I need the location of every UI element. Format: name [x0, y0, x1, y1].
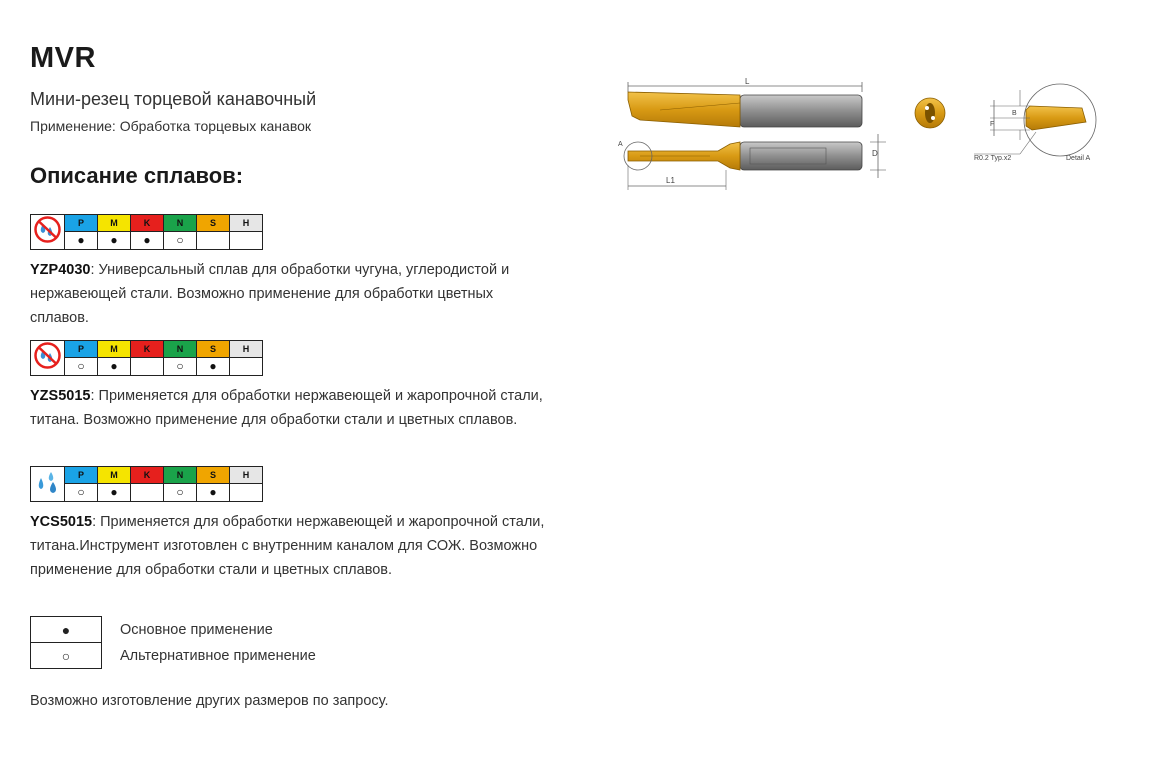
iso-header-s: S	[197, 215, 230, 232]
iso-mark-p: ○	[65, 357, 98, 375]
legend-label-alternative: Альтернативное применение	[120, 647, 316, 664]
iso-header-p: P	[65, 467, 98, 484]
alloys-section-title: Описание сплавов:	[30, 163, 244, 188]
legend-symbol-filled: ●	[31, 617, 102, 643]
alloy-name: YCS5015	[30, 514, 93, 530]
tool-front-view	[618, 134, 886, 190]
alloy-text: : Применяется для обработки нержавеющей и жаропрочной стали, титана. Возможно применение для обработки стали и цветных сплавов.	[30, 388, 543, 428]
alloy-name: YZP4030	[30, 262, 91, 278]
coolant-drops-icon	[31, 467, 65, 502]
iso-mark-n: ○	[164, 231, 197, 249]
legend-label-primary: Основное применение	[120, 621, 273, 638]
iso-header-n: N	[164, 215, 197, 232]
iso-mark-p: ●	[65, 231, 98, 249]
iso-header-k: K	[131, 467, 164, 484]
iso-mark-k	[131, 357, 164, 375]
dry-no-coolant-icon	[31, 341, 65, 376]
detail-a-label: Detail A	[1066, 155, 1091, 162]
dimension-label-d: D	[872, 149, 878, 158]
iso-table-ycs5015	[30, 466, 263, 502]
iso-header-m: M	[98, 341, 131, 358]
alloy-description-yzp4030	[30, 258, 550, 330]
dimension-label-b: B	[1012, 110, 1017, 117]
iso-header-n: N	[164, 341, 197, 358]
tool-drawing	[600, 70, 1120, 200]
iso-mark-n: ○	[164, 357, 197, 375]
iso-header-s: S	[197, 341, 230, 358]
iso-mark-m: ●	[98, 231, 131, 249]
tool-side-view	[628, 77, 862, 127]
application-text: Применение: Обработка торцевых канавок	[30, 118, 312, 134]
alloy-description-ycs5015	[30, 510, 550, 582]
page-subtitle: Мини-резец торцевой канавочный	[30, 89, 317, 109]
iso-header-p: P	[65, 341, 98, 358]
alloy-name: YZS5015	[30, 388, 91, 404]
iso-header-k: K	[131, 341, 164, 358]
iso-mark-n: ○	[164, 483, 197, 501]
legend-row-alternative	[31, 643, 317, 669]
iso-mark-m: ●	[98, 357, 131, 375]
iso-table-yzp4030	[30, 214, 263, 250]
iso-header-n: N	[164, 467, 197, 484]
iso-header-m: M	[98, 215, 131, 232]
detail-callout-a: A	[618, 141, 623, 148]
iso-mark-k	[131, 483, 164, 501]
dimension-label-l: L	[745, 77, 750, 86]
iso-header-m: M	[98, 467, 131, 484]
dry-no-coolant-icon	[31, 215, 65, 250]
iso-header-k: K	[131, 215, 164, 232]
iso-mark-s: ●	[197, 357, 230, 375]
iso-mark-s: ●	[197, 483, 230, 501]
iso-mark-h	[230, 357, 263, 375]
iso-mark-m: ●	[98, 483, 131, 501]
alloy-text: : Универсальный сплав для обработки чугуна, углеродистой и нержавеющей стали. Возможно применение для обработки цветных сплавов.	[30, 262, 510, 326]
page-title: MVR	[30, 42, 96, 74]
iso-mark-s	[197, 231, 230, 249]
legend-row-primary	[31, 617, 317, 643]
dimension-label-l1: L1	[666, 176, 675, 185]
radius-label: R0.2 Typ.x2	[974, 155, 1012, 162]
tool-end-view	[915, 98, 945, 128]
alloy-description-yzs5015	[30, 384, 550, 432]
iso-header-h: H	[230, 341, 263, 358]
footnote: Возможно изготовление других размеров по запросу.	[30, 693, 389, 709]
iso-header-h: H	[230, 467, 263, 484]
iso-mark-h	[230, 483, 263, 501]
iso-mark-h	[230, 231, 263, 249]
alloy-text: : Применяется для обработки нержавеющей и жаропрочной стали, титана.Инструмент изготовлен с внутренним каналом для СОЖ. Возможно применение для обработки стали и цветных сплавов.	[30, 514, 545, 578]
iso-header-p: P	[65, 215, 98, 232]
iso-mark-p: ○	[65, 483, 98, 501]
dimension-label-f: F	[990, 121, 995, 128]
iso-header-s: S	[197, 467, 230, 484]
legend-symbol-hollow: ○	[31, 643, 102, 669]
detail-a-view	[974, 84, 1096, 162]
iso-header-h: H	[230, 215, 263, 232]
legend-table	[30, 616, 317, 669]
iso-mark-k: ●	[131, 231, 164, 249]
iso-table-yzs5015	[30, 340, 263, 376]
